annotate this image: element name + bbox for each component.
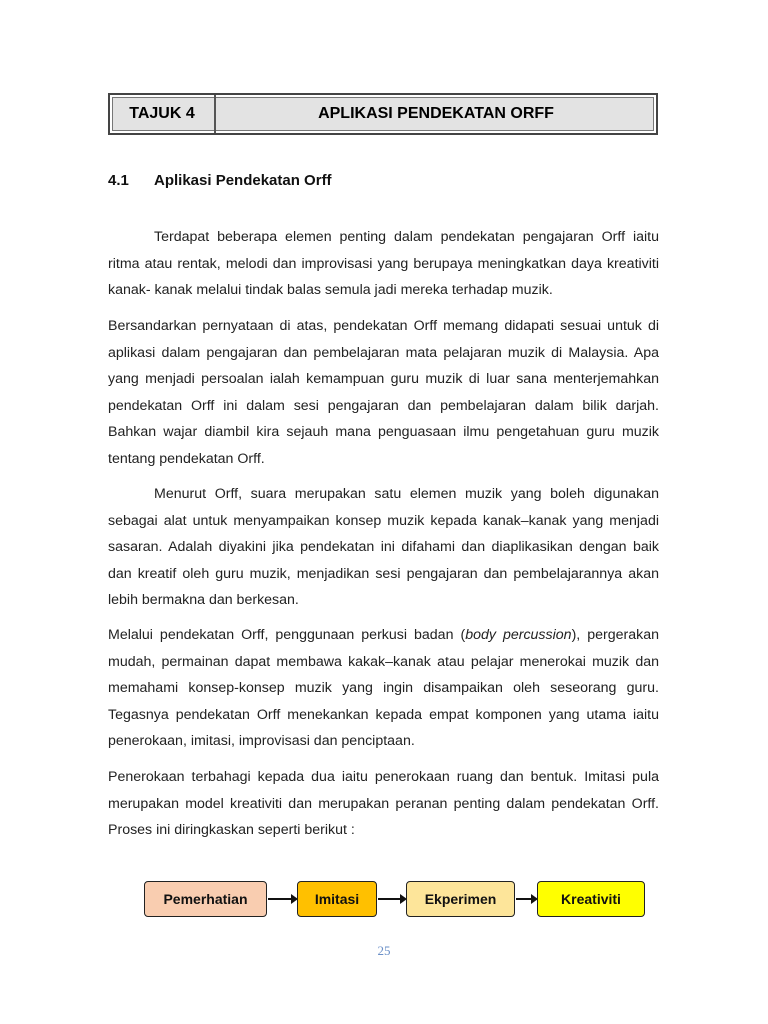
paragraph-4 <box>108 622 659 755</box>
section-title: Aplikasi Pendekatan Orff <box>154 172 332 189</box>
flow-step-kreativiti: Kreativiti <box>537 881 645 917</box>
flow-arrow-icon <box>378 898 405 900</box>
paragraph-5: Penerokaan terbahagi kepada dua iaitu penerokaan ruang dan bentuk. Imitasi pula merupakan model kreativiti dan merupakan peranan penting dalam pendekatan Orff. Proses ini diringkaskan seperti berikut : <box>108 769 659 838</box>
process-flow-diagram <box>0 881 768 919</box>
section-heading <box>108 172 332 189</box>
flow-step-ekperimen: Ekperimen <box>406 881 515 917</box>
section-number: 4.1 <box>108 172 129 189</box>
paragraph-2: Bersandarkan pernyataan di atas, pendekatan Orff memang didapati sesuai untuk di aplikasi dalam pengajaran dan pembelajaran mata pelajaran muzik di Malaysia. Apa yang menjadi persoalan ialah kemampuan guru muzik di luar sana menterjemahkan pendekatan Orff ini dalam sesi pengajaran dan pembelajaran dalam bilik darjah. Bahkan wajar diambil kira sejauh mana penguasaan ilmu pengetahuan guru muzik tentang pendekatan Orff. <box>108 318 659 467</box>
paragraph-1: Terdapat beberapa elemen penting dalam pendekatan pengajaran Orff iaitu ritma atau rentak, melodi dan improvisasi yang berupaya meningkatkan daya kreativiti kanak- kanak melalui tindak balas semula jadi mereka terhadap muzik. <box>108 229 659 298</box>
title-table <box>108 93 658 135</box>
flow-arrow-icon <box>516 898 536 900</box>
flow-step-imitasi: Imitasi <box>297 881 377 917</box>
paragraph-4-start: Melalui pendekatan Orff, penggunaan perkusi badan ( <box>108 627 466 643</box>
paragraph-4-italic: body percussion <box>465 627 572 643</box>
paragraph-3: Menurut Orff, suara merupakan satu elemen muzik yang boleh digunakan sebagai alat untuk menyampaikan konsep muzik kepada kanak–kanak yang menjadi sasaran. Adalah diyakini jika pendekatan ini difahami dan diaplikasikan dengan baik dan kreatif oleh guru muzik, menjadikan sesi pengajaran dan pembelajarannya akan lebih bermakna dan berkesan. <box>108 486 659 608</box>
flow-arrow-icon <box>268 898 296 900</box>
chapter-label: TAJUK 4 <box>110 95 216 133</box>
flow-step-pemerhatian: Pemerhatian <box>144 881 267 917</box>
page-number: 25 <box>377 943 391 958</box>
chapter-title: APLIKASI PENDEKATAN ORFF <box>318 105 554 122</box>
paragraph-4-end: ), pergerakan mudah, permainan dapat membawa kakak–kanak atau pelajar menerokai muzik dan memahami konsep-konsep muzik yang ingin disampaikan oleh seseorang guru. Tegasnya pendekatan Orff menekankan kepada empat komponen yang utama iaitu penerokaan, imitasi, improvisasi dan penciptaan. <box>108 627 659 749</box>
